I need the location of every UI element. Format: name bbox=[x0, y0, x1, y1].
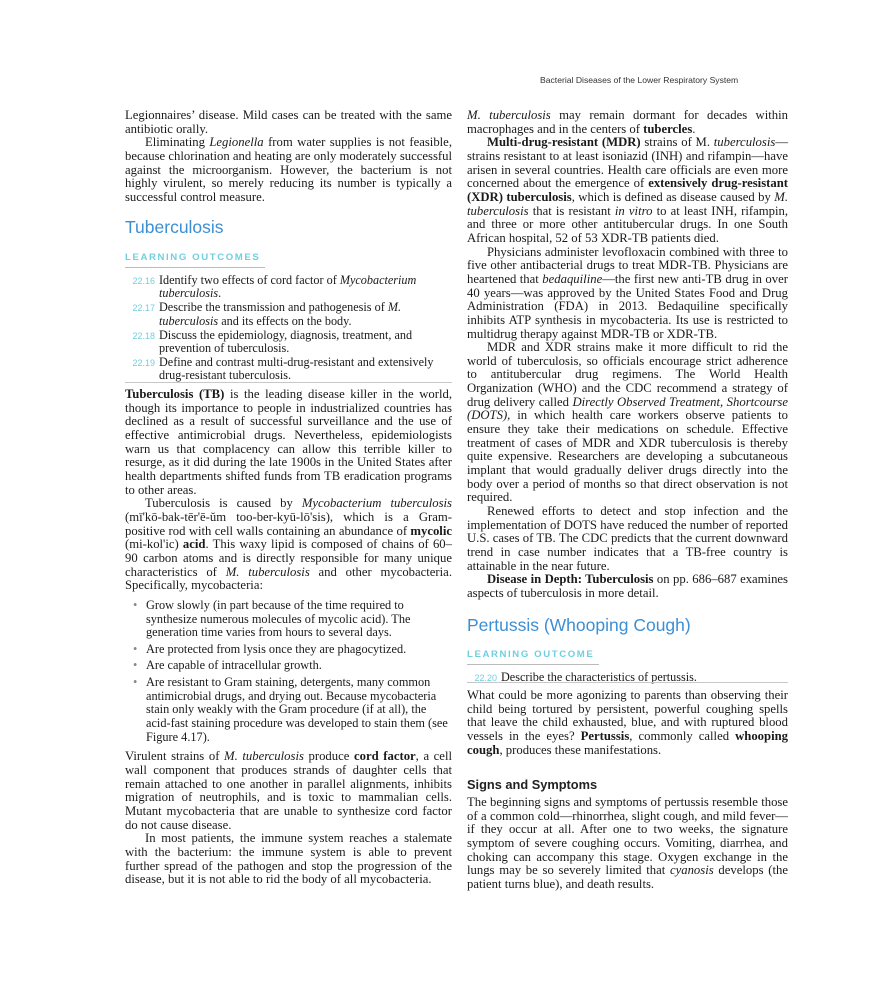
learning-outcome-item bbox=[125, 274, 452, 301]
italic-term: Mycobacterium tuberculosis bbox=[301, 496, 452, 511]
italic-term: tuberculosis bbox=[713, 135, 776, 150]
paragraph bbox=[125, 136, 452, 204]
text-run: Renewed efforts to detect and stop infection and the implementation of DOTS have reduced the number of reported U.S. cases of TB. The CDC predicts that the current downward trend in case number indicates that a TB-free country is attainable in the near future. bbox=[467, 504, 788, 573]
bullet-icon: • bbox=[133, 597, 138, 612]
text-run: Tuberculosis is caused by bbox=[145, 496, 302, 511]
text-run: In most patients, the immune system reaches a stalemate with the bacterium: the immune system is able to prevent further spread of the pathogen and stop the progression of the disease, but it is not able to rid the body of all mycobacteria. bbox=[125, 831, 452, 887]
italic-term: M. tuberculosis bbox=[159, 300, 402, 328]
bold-term: cord factor bbox=[354, 749, 416, 764]
text-run: —the first new anti-TB drug in over 40 years—was approved by the United States Food and Drug Administration (FDA) in 2013. Bedaquiline specifically inhibits ATP synthesis in mycobacteria. Its use is restricted to multidrug therapy against MDR-TB or XDR-TB. bbox=[467, 271, 788, 341]
bullet-text: Are protected from lysis once they are phagocytized. bbox=[146, 641, 407, 656]
outcome-text bbox=[159, 356, 452, 383]
learning-outcome-item bbox=[125, 356, 452, 383]
text-run: What could be more agonizing to parents than observing their child being tortured by persistent, powerful coughing spells that leave the child exhausted, blue, and with ruptured blood vessels in the eyes? bbox=[467, 688, 788, 743]
outcome-number: 22.17 bbox=[132, 303, 155, 314]
learning-outcome-label: LEARNING OUTCOME bbox=[467, 649, 599, 665]
italic-term: M. tuberculosis bbox=[224, 749, 304, 764]
learning-outcome-item bbox=[467, 671, 788, 685]
paragraph bbox=[125, 497, 452, 593]
bullet-icon: • bbox=[133, 658, 138, 673]
text-run: Identify two effects of cord factor of bbox=[159, 273, 340, 287]
text-run: , produces these manifestations. bbox=[499, 742, 662, 757]
paragraph bbox=[467, 136, 788, 245]
bullet-item bbox=[125, 643, 452, 657]
text-run: strains of M. bbox=[640, 135, 714, 150]
bold-term: Multi-drug-resistant (MDR) bbox=[487, 135, 641, 150]
learning-outcomes-label: LEARNING OUTCOMES bbox=[125, 252, 265, 268]
text-run: Eliminating bbox=[145, 135, 210, 150]
text-run: . bbox=[218, 286, 222, 301]
text-run: The beginning signs and symptoms of pertussis resemble those of a common cold—rhinorrhea, slight cough, and mild fever—if they occur at all. After one to two weeks, the signature symptom of severe coughing occurs. Vomiting, diarrhea, and choking can accompany this stage. Oxygen exchange in the lungs may be so severely limited that bbox=[467, 795, 788, 878]
bullet-text: Are resistant to Gram staining, detergents, many common antimicrobial drugs, and drying out. Because mycobacteria stain only weakly with the Gram procedure (if at all), the acid-fast staining procedure was developed to stain them (see Figure 4.17). bbox=[146, 675, 448, 744]
tuberculosis-body bbox=[125, 388, 452, 887]
learning-outcomes-box bbox=[125, 247, 452, 383]
bold-term: Tuberculosis (TB) bbox=[125, 387, 225, 401]
section-heading-tuberculosis: Tuberculosis bbox=[125, 217, 224, 237]
divider bbox=[467, 682, 788, 683]
italic-term: in vitro bbox=[614, 203, 653, 218]
paragraph bbox=[467, 246, 788, 342]
learning-outcome-box bbox=[467, 644, 788, 686]
outcome-number: 22.19 bbox=[132, 357, 155, 368]
pertussis-intro bbox=[467, 689, 788, 757]
text-run: Virulent strains of bbox=[125, 749, 225, 764]
mycobacteria-characteristics-list bbox=[125, 599, 452, 745]
bold-term: whooping cough bbox=[467, 728, 788, 757]
paragraph bbox=[467, 796, 788, 892]
cord-factor-text bbox=[125, 750, 452, 887]
outcome-number: 22.16 bbox=[132, 276, 155, 286]
paragraph bbox=[467, 505, 788, 573]
text-run: Describe the characteristics of pertussis. bbox=[501, 670, 697, 684]
section-heading-pertussis: Pertussis (Whooping Cough) bbox=[467, 615, 691, 635]
paragraph bbox=[125, 750, 452, 832]
text-run: Discuss the epidemiology, diagnosis, treatment, and prevention of tuberculosis. bbox=[159, 327, 413, 356]
text-run: to at least INH, rifampin, and three or more other antitubercular drugs. In one South African hospital, 52 of 53 XDR-TB patients died. bbox=[467, 203, 788, 245]
italic-term: bedaquiline bbox=[542, 271, 603, 286]
bold-term: Disease in Depth: Tuberculosis bbox=[487, 572, 654, 587]
text-run: produce bbox=[303, 749, 354, 764]
paragraph bbox=[125, 109, 452, 136]
italic-term: M. tuberculosis bbox=[225, 564, 310, 579]
outcome-number: 22.20 bbox=[474, 673, 497, 683]
text-run: MDR and XDR strains make it more difficult to rid the world of tuberculosis, so officials encourage strict adherence to antitubercular drug regimens. The World Health Organization (WHO) and the CDC recommend a strategy of drug delivery called bbox=[467, 340, 788, 409]
running-head: Bacterial Diseases of the Lower Respiratory System bbox=[540, 75, 739, 85]
text-run: Define and contrast multi-drug-resistant and extensively drug-resistant tuberculosis. bbox=[159, 354, 434, 383]
bullet-text: Are capable of intracellular growth. bbox=[146, 658, 322, 673]
italic-term: M. tuberculosis bbox=[467, 108, 551, 122]
tuberculosis-continued bbox=[467, 109, 788, 601]
bullet-text: Grow slowly (in part because of the time required to synthesize numerous molecules of mycolic acid). The generation time varies from hours to several days. bbox=[146, 597, 411, 640]
outcome-text bbox=[159, 329, 452, 356]
text-run: —strains resistant to at least isoniazid (INH) and rifampin—have arisen in several countries. Health care officials are even more concerned about the emergence of bbox=[467, 135, 788, 191]
learning-outcome-list bbox=[467, 671, 788, 685]
text-run: Physicians administer levofloxacin combined with three to five other antibacterial drugs to treat MDR-TB. Physicians are heartened that bbox=[467, 244, 788, 286]
text-run: , a cell wall component that produces strands of daughter cells that remain attached to one another in parallel alignments, inhibits migration of neutrophils, and is toxic to mammalian cells. Mutant mycobacteria that are unable to synthesize cord factor do not cause disease. bbox=[125, 749, 452, 832]
paragraph bbox=[467, 109, 788, 136]
bullet-item bbox=[125, 659, 452, 673]
text-run: , which is defined as disease caused by bbox=[571, 189, 775, 204]
text-run: and other mycobacteria. Specifically, mycobacteria: bbox=[125, 564, 452, 593]
bold-term: mycolic bbox=[410, 523, 452, 538]
text-run: that is resistant bbox=[528, 203, 615, 218]
italic-term: Directly Observed Treatment, Shortcourse (DOTS), bbox=[467, 394, 788, 423]
italic-term: cyanosis bbox=[669, 863, 714, 878]
bold-term: extensively drug-resistant (XDR) tuberculosis bbox=[467, 176, 788, 204]
bullet-item bbox=[125, 676, 452, 744]
outcome-text bbox=[159, 301, 452, 328]
italic-term: M. tuberculosis bbox=[467, 189, 788, 218]
text-run: , commonly called bbox=[629, 728, 736, 743]
text-run: and its effects on the body. bbox=[218, 313, 352, 328]
text-run: (mī'kō-bak-tēr'ē-ŭm too-ber-kyū-lō'sis), which is a Gram-positive rod with cell walls containing an abundance of bbox=[125, 509, 452, 538]
bullet-icon: • bbox=[133, 675, 138, 690]
text-run: . bbox=[692, 121, 696, 136]
bold-term: Pertussis bbox=[580, 728, 630, 743]
learning-outcomes-list bbox=[125, 274, 452, 383]
paragraph bbox=[125, 388, 452, 497]
text-run: (mi-kol'ic) bbox=[125, 537, 183, 552]
learning-outcome-item bbox=[125, 329, 452, 356]
paragraph bbox=[125, 832, 452, 887]
paragraph bbox=[467, 573, 788, 600]
outcome-number: 22.18 bbox=[132, 330, 155, 341]
signs-symptoms-text bbox=[467, 796, 788, 892]
bullet-icon: • bbox=[133, 641, 138, 656]
text-run: Legionnaires’ disease. Mild cases can be treated with the same antibiotic orally. bbox=[125, 108, 452, 136]
bold-term: acid bbox=[182, 537, 206, 552]
intro-text bbox=[125, 109, 452, 205]
text-run: develops (the patient turns blue), and death results. bbox=[467, 863, 788, 891]
text-run: . This waxy lipid is composed of chains of 60–90 carbon atoms and is directly responsible for many unique characteristics of bbox=[125, 537, 452, 579]
divider bbox=[125, 382, 452, 383]
text-run: Describe the transmission and pathogenesis of bbox=[159, 300, 388, 315]
subheading-signs-symptoms: Signs and Symptoms bbox=[467, 777, 598, 792]
outcome-text bbox=[159, 274, 452, 301]
tuberculosis-intro bbox=[125, 388, 452, 593]
paragraph bbox=[467, 341, 788, 505]
text-run: is the leading disease killer in the world, though its importance to people in industrialized countries has declined as a result of successful surveillance and the use of effective antimicrobial drugs. Nevertheless, epidemiologists warn us that complacency can allow this terrible killer to resurge, as it did during the late 1900s in the United States after health departments shifted funds from TB eradication programs to other areas. bbox=[125, 387, 452, 497]
text-run: on pp. 686–687 examines aspects of tuberculosis in more detail. bbox=[467, 572, 788, 600]
bold-term: tubercles bbox=[643, 121, 693, 136]
outcome-text bbox=[501, 671, 697, 685]
learning-outcome-item bbox=[125, 301, 452, 328]
text-run: from water supplies is not feasible, because chlorination and heating are only moderately successful against the microorganism. However, the bacterium is not highly virulent, so merely reducing its number is typically a successful control measure. bbox=[125, 135, 452, 204]
text-run: may remain dormant for decades within macrophages and in the centers of bbox=[467, 108, 788, 136]
paragraph bbox=[467, 689, 788, 757]
italic-term: Mycobacterium tuberculosis bbox=[159, 273, 417, 301]
bullet-item bbox=[125, 599, 452, 640]
italic-term: Legionella bbox=[209, 135, 264, 150]
text-run: in which health care workers observe patients to ensure they take their medications on schedule. Effective treatment of cases of MDR and XDR tuberculosis is thereby quite expensive. Researchers are developing a subcutaneous implant that would gradually deliver drugs directly into the body over a period of months so that direct observation is not required. bbox=[467, 408, 788, 505]
